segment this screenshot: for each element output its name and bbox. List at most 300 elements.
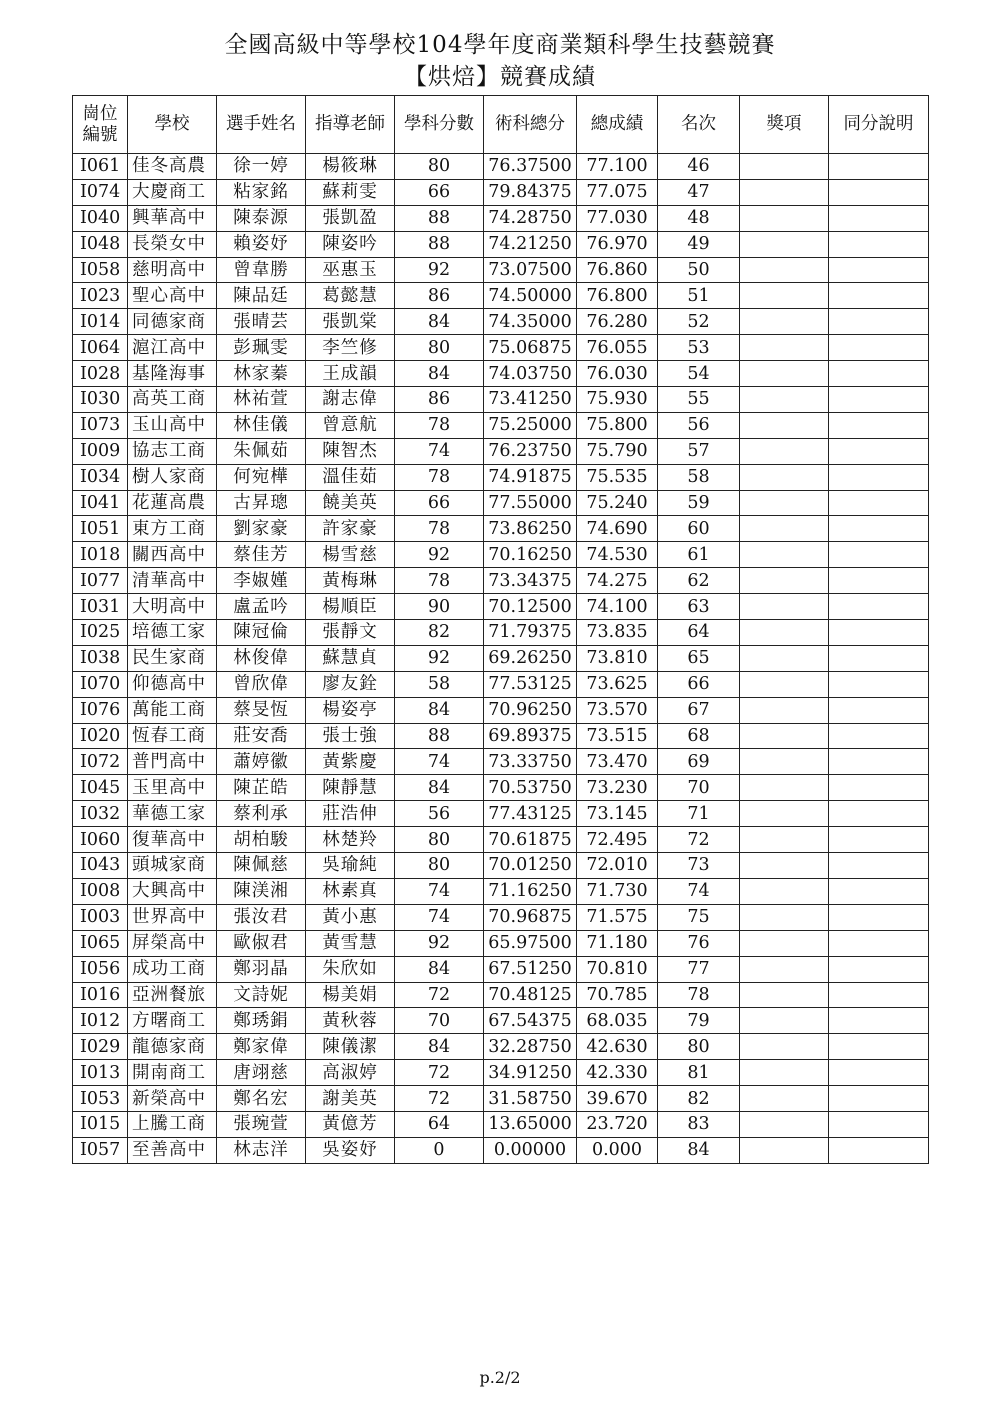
- cell-subject: 70: [395, 1008, 484, 1034]
- cell-name: 鄭家偉: [217, 1034, 306, 1060]
- table-row: [73, 387, 929, 413]
- cell-award: [740, 335, 829, 361]
- results-table: [72, 95, 929, 1164]
- cell-total: 73.570: [577, 697, 658, 723]
- table-row: [73, 1137, 929, 1163]
- cell-teacher: 楊姿亭: [306, 697, 395, 723]
- cell-school: 聖心高中: [128, 283, 217, 309]
- cell-name: 李婌嫤: [217, 568, 306, 594]
- cell-skill: 34.91250: [484, 1060, 577, 1086]
- cell-name: 張琬萱: [217, 1111, 306, 1137]
- cell-rank: 84: [658, 1137, 740, 1163]
- cell-subject: 0: [395, 1137, 484, 1163]
- cell-total: 76.030: [577, 361, 658, 387]
- cell-subject: 86: [395, 387, 484, 413]
- cell-rank: 48: [658, 205, 740, 231]
- cell-total: 70.785: [577, 982, 658, 1008]
- cell-id: I009: [73, 438, 128, 464]
- cell-school: 高英工商: [128, 387, 217, 413]
- cell-note: [829, 205, 929, 231]
- cell-name: 彭珮雯: [217, 335, 306, 361]
- cell-id: I051: [73, 516, 128, 542]
- column-header-award: 獎項: [740, 96, 829, 154]
- cell-id: I030: [73, 387, 128, 413]
- cell-total: 76.970: [577, 231, 658, 257]
- cell-id: I065: [73, 930, 128, 956]
- column-header-subject: 學科分數: [395, 96, 484, 154]
- cell-name: 歐俶君: [217, 930, 306, 956]
- cell-total: 73.145: [577, 801, 658, 827]
- cell-skill: 32.28750: [484, 1034, 577, 1060]
- table-row: [73, 231, 929, 257]
- cell-total: 72.495: [577, 827, 658, 853]
- table-row: [73, 878, 929, 904]
- table-row: [73, 568, 929, 594]
- column-header-teacher: 指導老師: [306, 96, 395, 154]
- cell-rank: 58: [658, 464, 740, 490]
- cell-id: I012: [73, 1008, 128, 1034]
- cell-id: I072: [73, 749, 128, 775]
- cell-skill: 76.37500: [484, 154, 577, 180]
- cell-school: 樹人家商: [128, 464, 217, 490]
- cell-rank: 70: [658, 775, 740, 801]
- cell-skill: 73.34375: [484, 568, 577, 594]
- column-header-skill: 術科總分: [484, 96, 577, 154]
- cell-name: 朱佩茹: [217, 438, 306, 464]
- cell-teacher: 黃雪慧: [306, 930, 395, 956]
- table-row: [73, 257, 929, 283]
- cell-skill: 71.16250: [484, 878, 577, 904]
- cell-award: [740, 154, 829, 180]
- cell-school: 華德工家: [128, 801, 217, 827]
- cell-rank: 65: [658, 645, 740, 671]
- cell-total: 73.835: [577, 620, 658, 646]
- cell-subject: 88: [395, 231, 484, 257]
- cell-id: I023: [73, 283, 128, 309]
- table-row: [73, 542, 929, 568]
- cell-total: 72.010: [577, 853, 658, 879]
- cell-note: [829, 412, 929, 438]
- cell-total: 39.670: [577, 1086, 658, 1112]
- cell-award: [740, 387, 829, 413]
- cell-name: 莊安喬: [217, 723, 306, 749]
- cell-rank: 67: [658, 697, 740, 723]
- cell-id: I018: [73, 542, 128, 568]
- cell-note: [829, 568, 929, 594]
- table-row: [73, 671, 929, 697]
- cell-subject: 88: [395, 205, 484, 231]
- cell-name: 林祐萱: [217, 387, 306, 413]
- cell-skill: 13.65000: [484, 1111, 577, 1137]
- cell-name: 林家蓁: [217, 361, 306, 387]
- cell-subject: 78: [395, 516, 484, 542]
- cell-teacher: 饒美英: [306, 490, 395, 516]
- cell-rank: 66: [658, 671, 740, 697]
- cell-rank: 79: [658, 1008, 740, 1034]
- cell-subject: 80: [395, 827, 484, 853]
- cell-award: [740, 231, 829, 257]
- cell-name: 陳泰源: [217, 205, 306, 231]
- cell-award: [740, 594, 829, 620]
- table-row: [73, 516, 929, 542]
- document-subtitle: 【烘焙】競賽成績: [404, 64, 596, 90]
- cell-subject: 88: [395, 723, 484, 749]
- document-title: 全國高級中等學校104學年度商業類科學生技藝競賽: [224, 32, 776, 58]
- table-row: [73, 1034, 929, 1060]
- table-row: [73, 361, 929, 387]
- table-row: [73, 904, 929, 930]
- cell-note: [829, 231, 929, 257]
- cell-id: I053: [73, 1086, 128, 1112]
- cell-teacher: 黃梅琳: [306, 568, 395, 594]
- cell-school: 東方工商: [128, 516, 217, 542]
- cell-id: I028: [73, 361, 128, 387]
- table-row: [73, 1086, 929, 1112]
- cell-teacher: 陳姿吟: [306, 231, 395, 257]
- cell-award: [740, 645, 829, 671]
- cell-note: [829, 154, 929, 180]
- cell-school: 大興高中: [128, 878, 217, 904]
- cell-total: 74.275: [577, 568, 658, 594]
- cell-subject: 72: [395, 1086, 484, 1112]
- cell-teacher: 張士強: [306, 723, 395, 749]
- cell-skill: 79.84375: [484, 179, 577, 205]
- cell-note: [829, 361, 929, 387]
- cell-school: 民生家商: [128, 645, 217, 671]
- cell-total: 76.800: [577, 283, 658, 309]
- cell-id: I060: [73, 827, 128, 853]
- cell-total: 75.930: [577, 387, 658, 413]
- cell-rank: 54: [658, 361, 740, 387]
- table-row: [73, 335, 929, 361]
- cell-subject: 92: [395, 257, 484, 283]
- cell-teacher: 溫佳茹: [306, 464, 395, 490]
- cell-name: 陳冠倫: [217, 620, 306, 646]
- cell-school: 成功工商: [128, 956, 217, 982]
- cell-award: [740, 956, 829, 982]
- cell-note: [829, 878, 929, 904]
- cell-id: I020: [73, 723, 128, 749]
- cell-total: 77.100: [577, 154, 658, 180]
- cell-school: 至善高中: [128, 1137, 217, 1163]
- cell-teacher: 楊筱琳: [306, 154, 395, 180]
- cell-note: [829, 904, 929, 930]
- cell-total: 23.720: [577, 1111, 658, 1137]
- cell-subject: 58: [395, 671, 484, 697]
- cell-note: [829, 671, 929, 697]
- cell-rank: 59: [658, 490, 740, 516]
- cell-rank: 50: [658, 257, 740, 283]
- cell-teacher: 楊美娟: [306, 982, 395, 1008]
- cell-rank: 73: [658, 853, 740, 879]
- table-row: [73, 464, 929, 490]
- cell-subject: 84: [395, 361, 484, 387]
- cell-rank: 82: [658, 1086, 740, 1112]
- cell-skill: 70.61875: [484, 827, 577, 853]
- cell-name: 蔡旻恆: [217, 697, 306, 723]
- cell-name: 蔡佳芳: [217, 542, 306, 568]
- cell-name: 文詩妮: [217, 982, 306, 1008]
- cell-id: I064: [73, 335, 128, 361]
- cell-teacher: 黃億芳: [306, 1111, 395, 1137]
- cell-subject: 56: [395, 801, 484, 827]
- cell-school: 開南商工: [128, 1060, 217, 1086]
- cell-teacher: 高淑婷: [306, 1060, 395, 1086]
- cell-rank: 56: [658, 412, 740, 438]
- cell-school: 同德家商: [128, 309, 217, 335]
- cell-total: 74.100: [577, 594, 658, 620]
- cell-school: 滬江高中: [128, 335, 217, 361]
- cell-note: [829, 179, 929, 205]
- cell-skill: 70.16250: [484, 542, 577, 568]
- cell-note: [829, 697, 929, 723]
- cell-total: 76.280: [577, 309, 658, 335]
- cell-teacher: 張凱棠: [306, 309, 395, 335]
- cell-school: 復華高中: [128, 827, 217, 853]
- cell-rank: 68: [658, 723, 740, 749]
- cell-rank: 81: [658, 1060, 740, 1086]
- cell-teacher: 張靜文: [306, 620, 395, 646]
- cell-total: 75.535: [577, 464, 658, 490]
- cell-award: [740, 412, 829, 438]
- cell-school: 大明高中: [128, 594, 217, 620]
- cell-award: [740, 904, 829, 930]
- table-row: [73, 438, 929, 464]
- cell-school: 興華高中: [128, 205, 217, 231]
- cell-rank: 80: [658, 1034, 740, 1060]
- table-row: [73, 930, 929, 956]
- cell-school: 基隆海事: [128, 361, 217, 387]
- table-row: [73, 179, 929, 205]
- cell-skill: 67.54375: [484, 1008, 577, 1034]
- cell-note: [829, 1060, 929, 1086]
- cell-note: [829, 1111, 929, 1137]
- cell-rank: 55: [658, 387, 740, 413]
- cell-total: 76.055: [577, 335, 658, 361]
- cell-school: 慈明高中: [128, 257, 217, 283]
- cell-note: [829, 775, 929, 801]
- cell-school: 頭城家商: [128, 853, 217, 879]
- cell-teacher: 蘇莉雯: [306, 179, 395, 205]
- cell-note: [829, 620, 929, 646]
- cell-subject: 78: [395, 568, 484, 594]
- cell-subject: 90: [395, 594, 484, 620]
- cell-total: 0.000: [577, 1137, 658, 1163]
- table-row: [73, 283, 929, 309]
- cell-id: I061: [73, 154, 128, 180]
- column-header-name: 選手姓名: [217, 96, 306, 154]
- cell-skill: 67.51250: [484, 956, 577, 982]
- cell-school: 方曙商工: [128, 1008, 217, 1034]
- cell-name: 鄭琇鋗: [217, 1008, 306, 1034]
- cell-award: [740, 1008, 829, 1034]
- cell-total: 71.180: [577, 930, 658, 956]
- cell-name: 古昇璁: [217, 490, 306, 516]
- cell-subject: 80: [395, 853, 484, 879]
- cell-teacher: 曾意航: [306, 412, 395, 438]
- cell-skill: 73.33750: [484, 749, 577, 775]
- cell-award: [740, 179, 829, 205]
- cell-skill: 74.50000: [484, 283, 577, 309]
- table-row: [73, 620, 929, 646]
- cell-id: I073: [73, 412, 128, 438]
- table-row: [73, 1008, 929, 1034]
- cell-note: [829, 542, 929, 568]
- cell-rank: 47: [658, 179, 740, 205]
- cell-note: [829, 387, 929, 413]
- cell-skill: 76.23750: [484, 438, 577, 464]
- cell-teacher: 謝美英: [306, 1086, 395, 1112]
- cell-skill: 73.41250: [484, 387, 577, 413]
- cell-name: 張汝君: [217, 904, 306, 930]
- table-row: [73, 801, 929, 827]
- cell-school: 屏榮高中: [128, 930, 217, 956]
- cell-name: 陳渼湘: [217, 878, 306, 904]
- cell-skill: 73.86250: [484, 516, 577, 542]
- cell-award: [740, 801, 829, 827]
- cell-award: [740, 361, 829, 387]
- cell-subject: 84: [395, 956, 484, 982]
- cell-total: 77.030: [577, 205, 658, 231]
- cell-name: 蕭婷徽: [217, 749, 306, 775]
- cell-rank: 83: [658, 1111, 740, 1137]
- cell-school: 萬能工商: [128, 697, 217, 723]
- cell-skill: 70.96875: [484, 904, 577, 930]
- table-row: [73, 412, 929, 438]
- cell-total: 42.630: [577, 1034, 658, 1060]
- cell-rank: 63: [658, 594, 740, 620]
- cell-award: [740, 309, 829, 335]
- cell-award: [740, 205, 829, 231]
- cell-school: 清華高中: [128, 568, 217, 594]
- cell-name: 鄭名宏: [217, 1086, 306, 1112]
- cell-name: 陳佩慈: [217, 853, 306, 879]
- cell-name: 林佳儀: [217, 412, 306, 438]
- cell-name: 胡柏駿: [217, 827, 306, 853]
- column-header-id: 崗位 編號: [73, 96, 128, 154]
- cell-note: [829, 335, 929, 361]
- cell-note: [829, 438, 929, 464]
- table-row: [73, 205, 929, 231]
- cell-subject: 92: [395, 930, 484, 956]
- table-row: [73, 853, 929, 879]
- table-row: [73, 594, 929, 620]
- cell-teacher: 朱欣如: [306, 956, 395, 982]
- cell-school: 協志工商: [128, 438, 217, 464]
- cell-school: 大慶商工: [128, 179, 217, 205]
- cell-skill: 70.12500: [484, 594, 577, 620]
- cell-teacher: 陳智杰: [306, 438, 395, 464]
- cell-id: I077: [73, 568, 128, 594]
- cell-award: [740, 516, 829, 542]
- cell-total: 73.515: [577, 723, 658, 749]
- cell-teacher: 黃小惠: [306, 904, 395, 930]
- cell-skill: 74.21250: [484, 231, 577, 257]
- cell-subject: 74: [395, 904, 484, 930]
- cell-rank: 46: [658, 154, 740, 180]
- cell-name: 唐翊慈: [217, 1060, 306, 1086]
- cell-teacher: 陳靜慧: [306, 775, 395, 801]
- cell-total: 73.625: [577, 671, 658, 697]
- cell-teacher: 吳瑜純: [306, 853, 395, 879]
- table-row: [73, 723, 929, 749]
- cell-note: [829, 645, 929, 671]
- cell-school: 培德工家: [128, 620, 217, 646]
- cell-name: 陳芷皓: [217, 775, 306, 801]
- cell-note: [829, 516, 929, 542]
- cell-subject: 64: [395, 1111, 484, 1137]
- cell-subject: 82: [395, 620, 484, 646]
- cell-total: 75.240: [577, 490, 658, 516]
- header-row: [73, 96, 929, 154]
- cell-note: [829, 257, 929, 283]
- cell-note: [829, 490, 929, 516]
- cell-teacher: 楊雪慈: [306, 542, 395, 568]
- cell-id: I043: [73, 853, 128, 879]
- cell-award: [740, 464, 829, 490]
- cell-name: 林俊偉: [217, 645, 306, 671]
- table-row: [73, 982, 929, 1008]
- cell-award: [740, 1137, 829, 1163]
- cell-award: [740, 1060, 829, 1086]
- column-header-note: 同分說明: [829, 96, 929, 154]
- cell-award: [740, 671, 829, 697]
- cell-total: 42.330: [577, 1060, 658, 1086]
- cell-award: [740, 697, 829, 723]
- cell-award: [740, 749, 829, 775]
- cell-id: I032: [73, 801, 128, 827]
- cell-total: 75.790: [577, 438, 658, 464]
- cell-name: 何宛樺: [217, 464, 306, 490]
- table-row: [73, 1060, 929, 1086]
- cell-note: [829, 1034, 929, 1060]
- cell-award: [740, 775, 829, 801]
- cell-id: I016: [73, 982, 128, 1008]
- cell-school: 恆春工商: [128, 723, 217, 749]
- cell-total: 73.230: [577, 775, 658, 801]
- cell-skill: 0.00000: [484, 1137, 577, 1163]
- cell-id: I048: [73, 231, 128, 257]
- cell-teacher: 王成韻: [306, 361, 395, 387]
- cell-rank: 51: [658, 283, 740, 309]
- cell-subject: 74: [395, 878, 484, 904]
- cell-rank: 61: [658, 542, 740, 568]
- cell-teacher: 陳儀潔: [306, 1034, 395, 1060]
- cell-name: 盧孟吟: [217, 594, 306, 620]
- cell-teacher: 黃秋蓉: [306, 1008, 395, 1034]
- cell-rank: 60: [658, 516, 740, 542]
- cell-id: I038: [73, 645, 128, 671]
- cell-skill: 74.28750: [484, 205, 577, 231]
- cell-teacher: 黃紫慶: [306, 749, 395, 775]
- cell-subject: 66: [395, 490, 484, 516]
- cell-note: [829, 827, 929, 853]
- cell-award: [740, 930, 829, 956]
- cell-rank: 78: [658, 982, 740, 1008]
- cell-school: 世界高中: [128, 904, 217, 930]
- cell-skill: 75.06875: [484, 335, 577, 361]
- cell-name: 蔡利承: [217, 801, 306, 827]
- cell-rank: 52: [658, 309, 740, 335]
- cell-teacher: 巫惠玉: [306, 257, 395, 283]
- cell-total: 74.690: [577, 516, 658, 542]
- cell-award: [740, 853, 829, 879]
- cell-note: [829, 464, 929, 490]
- cell-award: [740, 490, 829, 516]
- table-row: [73, 827, 929, 853]
- cell-note: [829, 956, 929, 982]
- cell-total: 73.810: [577, 645, 658, 671]
